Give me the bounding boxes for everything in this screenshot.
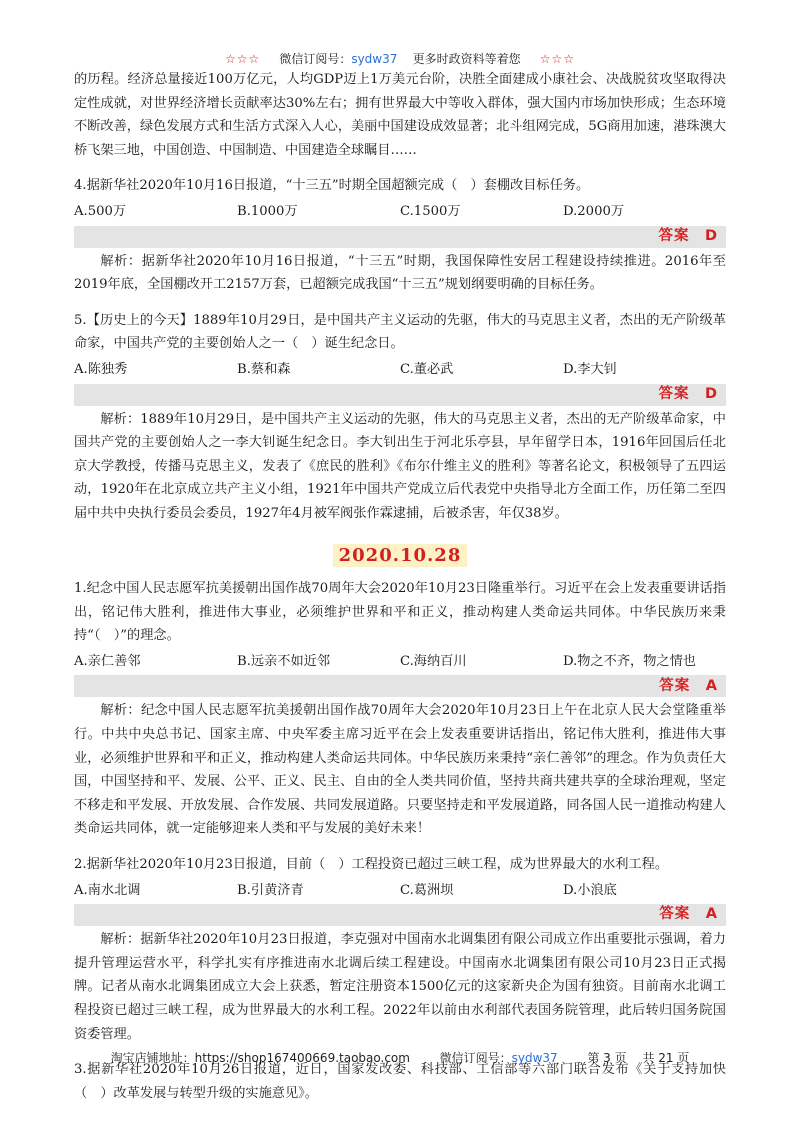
option-b: B.远亲不如近邻 (237, 653, 331, 669)
answer-bar (74, 226, 726, 248)
question-block (74, 309, 726, 526)
explanation-text: 解析：据新华社2020年10月23日报道，李克强对中国南水北调集团有限公司成立作出重要批示强调，着力提升管理运营水平，科学扎实有序推进南水北调后续工程建设。中国南水北调集团有限公司10月23日正式揭牌。记者从南水北调集团成立大会上获悉，暂定注册资本1500亿元的这家新央企为国有独资。目前南水北调工程投资已超过三峡工程，成为世界最大的水利工程。2022年以前由水利部代表国务院管理，此后转归国务院国资委管理。 (74, 932, 726, 1042)
page-header (0, 50, 800, 67)
option-d: D.小浪底 (563, 882, 617, 898)
explanation-text: 解析：纪念中国人民志愿军抗美援朝出国作战70周年大会2020年10月23日上午在北京人民大会堂隆重举行。中共中央总书记、国家主席、中央军委主席习近平在会上发表重要讲话指出，铭记伟大胜利，推进伟大事业，必须维护世界和平和正义，推动构建人类命运共同体。中华民族历来秉持“亲仁善邻”的理念。作为负责任大国，中国坚持和平、发展、公平、正义、民主、自由的全人类共同价值，坚持共商共建共享的全球治理观，坚定不移走和平发展、开放发展、合作发展、共同发展道路。只要坚持走和平发展道路，同各国人民一道推动构建人类命运共同体，就一定能够迎来人类和平与发展的美好未来！ (74, 703, 726, 837)
option-b: B.引黄济青 (237, 882, 304, 898)
question-text: 2.据新华社2020年10月23日报道，目前（ ）工程投资已超过三峡工程，成为世界最大的水利工程。 (74, 857, 669, 873)
question-block (74, 577, 726, 841)
header-slogan: 更多时政资料等着您 (412, 52, 521, 66)
document-body (74, 68, 726, 1105)
option-d: D.李大钊 (563, 361, 617, 377)
star-decoration-left: ☆☆☆ (224, 52, 261, 66)
page-number: 第 3 页 共 21 页 (587, 1051, 690, 1065)
option-a: A.陈独秀 (74, 361, 128, 377)
option-c: C.海纳百川 (400, 653, 467, 669)
header-account: sydw37 (351, 52, 398, 66)
question-block (74, 853, 726, 1046)
date-heading-text: 2020.10.28 (333, 544, 468, 568)
option-a: A.南水北调 (74, 882, 141, 898)
footer-shop-url[interactable]: https://shop167400669.taobao.com (194, 1051, 410, 1065)
option-b: B.1000万 (237, 203, 298, 219)
question-options (74, 650, 726, 674)
option-d: D.物之不齐，物之情也 (563, 653, 696, 669)
intro-paragraph: 的历程。经济总量接近100万亿元，人均GDP迈上1万美元台阶，决胜全面建成小康社会、决战脱贫攻坚取得决定性成就，对世界经济增长贡献率达30%左右；拥有世界最大中等收入群体，强大国内市场加快形成；生态环境不断改善，绿色发展方式和生活方式深入人心，美丽中国建设成效显著；北斗组网完成，5G商用加速，港珠澳大桥飞架三地，中国创造、中国制造、中国建造全球瞩目…… (74, 72, 726, 158)
answer-label: 答案 A (659, 906, 718, 923)
star-decoration-right: ☆☆☆ (539, 52, 576, 66)
footer-account-label: 微信订阅号： (439, 1051, 512, 1065)
footer-shop-label: 淘宝店铺地址： (110, 1051, 195, 1065)
explanation-text: 解析：1889年10月29日，是中国共产主义运动的先驱，伟大的马克思主义者，杰出的无产阶级革命家，中国共产党的主要创始人之一李大钊诞生纪念日。李大钊出生于河北乐亭县，早年留学日本，1916年回国后任北京大学教授，传播马克思主义，发表了《庶民的胜利》《布尔什维主义的胜利》等著名论文，积极领导了五四运动，1920年在北京成立共产主义小组，1921年中国共产党成立后代表党中央指导北方全面工作，历任第二至四届中共中央执行委员会委员，1927年4月被军阀张作霖逮捕，后被杀害，年仅38岁。 (74, 411, 726, 521)
answer-label: 答案 A (659, 677, 718, 694)
page-footer (0, 1049, 800, 1066)
question-block (74, 174, 726, 296)
date-heading (74, 544, 726, 570)
option-c: C.董必武 (400, 361, 454, 377)
answer-bar (74, 675, 726, 697)
option-b: B.蔡和森 (237, 361, 291, 377)
option-a: A.500万 (74, 203, 127, 219)
option-c: C.1500万 (400, 203, 461, 219)
footer-account: sydw37 (511, 1051, 558, 1065)
explanation-text: 解析：据新华社2020年10月16日报道，“十三五”时期，我国保障性安居工程建设持续推进。2016年至2019年底，全国棚改开工2157万套，已超额完成我国“十三五”规划纲要明确的目标任务。 (74, 253, 726, 293)
question-text: 1.纪念中国人民志愿军抗美援朝出国作战70周年大会2020年10月23日隆重举行。习近平在会上发表重要讲话指出，铭记伟大胜利，推进伟大事业，必须维护世界和平和正义，推动构建人类命运共同体。中华民族历来秉持“（ ）”的理念。 (74, 581, 726, 644)
question-text: 4.据新华社2020年10月16日报道，“十三五”时期全国超额完成（ ）套棚改目标任务。 (74, 178, 590, 194)
header-account-label: 微信订阅号： (279, 52, 352, 66)
answer-label: 答案 D (658, 385, 718, 402)
answer-bar (74, 384, 726, 406)
option-a: A.亲仁善邻 (74, 653, 141, 669)
answer-label: 答案 D (658, 227, 718, 244)
question-options (74, 879, 726, 903)
option-c: C.葛洲坝 (400, 882, 454, 898)
question-text: 5.【历史上的今天】1889年10月29日，是中国共产主义运动的先驱，伟大的马克思主义者，杰出的无产阶级革命家，中国共产党的主要创始人之一（ ）诞生纪念日。 (74, 312, 726, 352)
question-options (74, 358, 726, 382)
question-text: 3.据新华社2020年10月26日报道，近日，国家发改委、科技部、工信部等六部门联合发布《关于支持加快（ ）改革发展与转型升级的实施意见》。 (74, 1062, 726, 1101)
option-d: D.2000万 (563, 203, 625, 219)
answer-bar (74, 904, 726, 926)
question-options (74, 200, 726, 224)
